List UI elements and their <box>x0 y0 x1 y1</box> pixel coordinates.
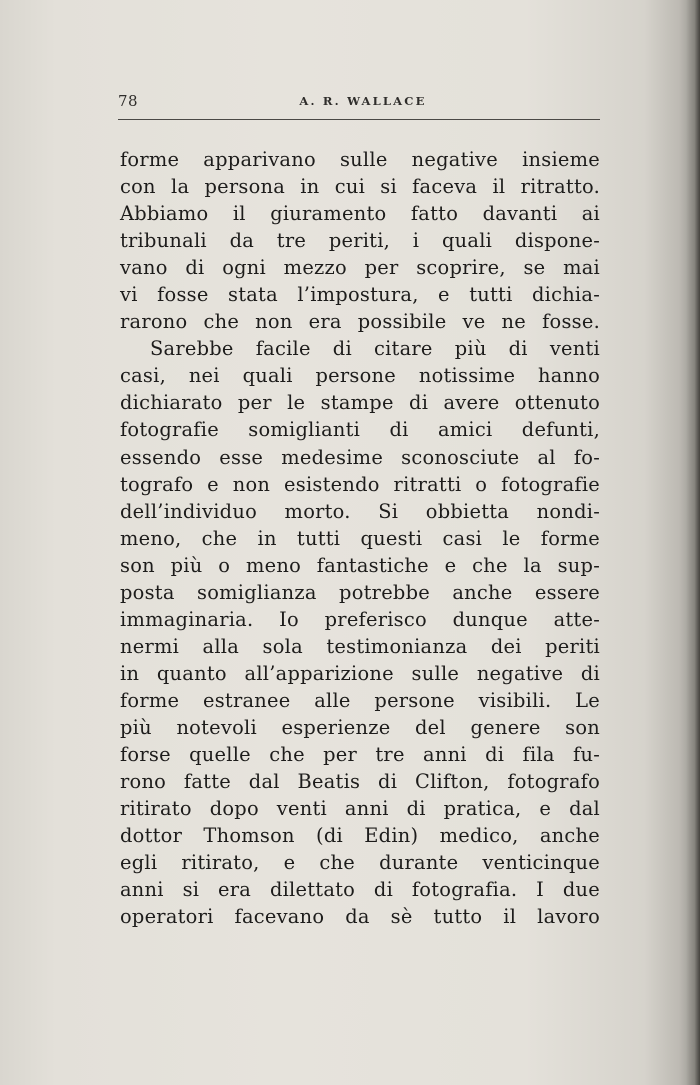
text-line: rono fatte dal Beatis di Clifton, fotografo <box>120 770 600 794</box>
text-line: forme apparivano sulle negative insieme <box>120 148 600 171</box>
text-line: con la persona in cui si faceva il ritratto. <box>120 175 600 199</box>
text-line: vano di ogni mezzo per scoprire, se mai <box>120 256 600 280</box>
text-line: meno, che in tutti questi casi le forme <box>120 526 600 550</box>
text-line: immaginaria. Io preferisco dunque atte- <box>120 607 600 631</box>
text-line: dichiarato per le stampe di avere ottenuto <box>120 391 600 415</box>
text-line: tribunali da tre periti, i quali dispone- <box>120 229 600 253</box>
page-number: 78 <box>118 92 139 110</box>
text-line: vi fosse stata l’impostura, e tutti dichia- <box>120 283 600 307</box>
text-line: rarono che non era possibile ve ne fosse. <box>120 310 600 334</box>
paragraph-start-line: Sarebbe facile di citare più di venti <box>150 337 600 361</box>
text-line: Abbiamo il giuramento fatto davanti ai <box>120 202 600 226</box>
text-line: in quanto all’apparizione sulle negative di <box>120 661 600 685</box>
running-head-author: A. R. WALLACE <box>299 94 427 108</box>
text-line: dottor Thomson (di Edin) medico, anche <box>120 824 600 848</box>
page-edge-shadow <box>686 0 700 1085</box>
text-line: tografo e non esistendo ritratti o fotografie <box>120 472 600 496</box>
header-rule <box>118 119 600 120</box>
text-line: operatori facevano da sè tutto il lavoro <box>120 905 600 929</box>
text-line: casi, nei quali persone notissime hanno <box>120 364 600 388</box>
body-text <box>120 146 600 930</box>
text-line: più notevoli esperienze del genere son <box>120 715 600 739</box>
text-line: son più o meno fantastiche e che la sup- <box>120 553 600 577</box>
text-line: anni si era dilettato di fotografia. I due <box>120 878 600 902</box>
text-line: dell’individuo morto. Si obbietta nondi- <box>120 499 600 523</box>
text-line: essendo esse medesime sconosciute al fo- <box>120 445 600 469</box>
text-line: posta somiglianza potrebbe anche essere <box>120 580 600 604</box>
text-line: ritirato dopo venti anni di pratica, e dal <box>120 797 600 821</box>
text-line: nermi alla sola testimonianza dei periti <box>120 634 600 658</box>
text-line: fotografie somiglianti di amici defunti, <box>120 418 600 442</box>
running-head <box>118 92 600 114</box>
text-line: egli ritirato, e che durante venticinque <box>120 851 600 875</box>
text-line: forse quelle che per tre anni di fila fu- <box>120 743 600 767</box>
text-line: forme estranee alle persone visibili. Le <box>120 688 600 712</box>
